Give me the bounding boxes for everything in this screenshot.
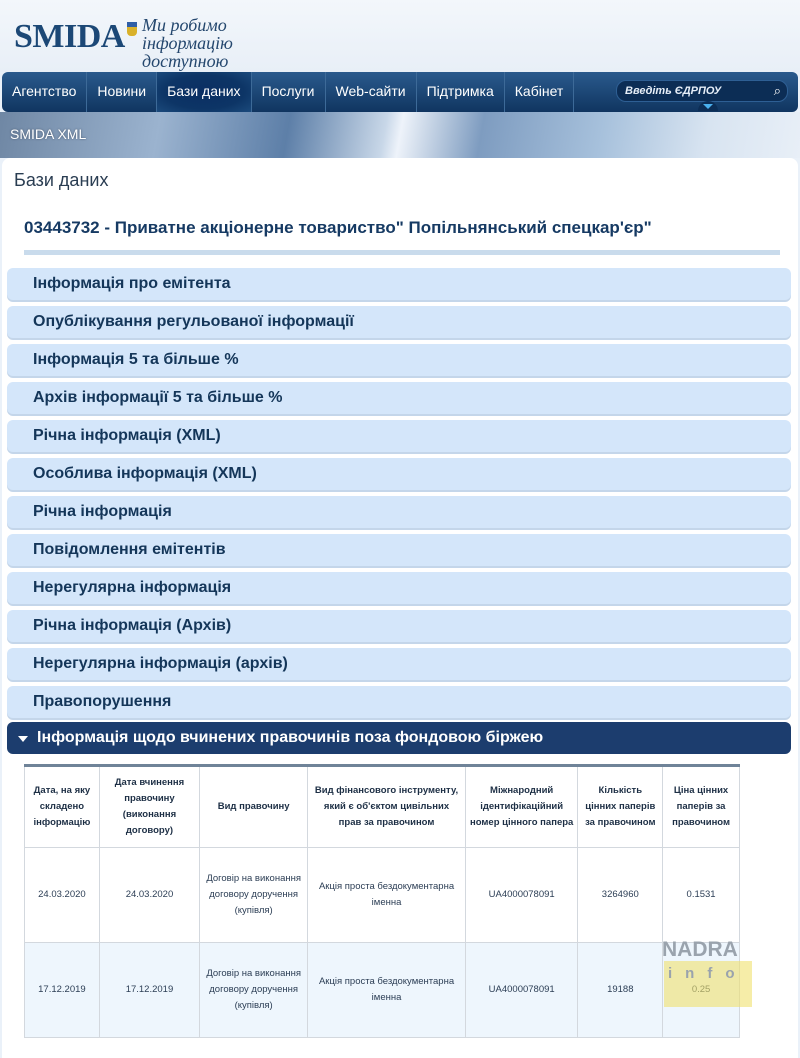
cell-deal-date: 17.12.2019 bbox=[99, 943, 199, 1038]
content-panel bbox=[2, 158, 798, 1058]
cell-price: 0.1531 bbox=[663, 848, 740, 943]
cell-report-date: 24.03.2020 bbox=[25, 848, 100, 943]
accordion-item-open[interactable] bbox=[7, 722, 791, 754]
search-input[interactable] bbox=[617, 82, 763, 100]
watermark-subtitle: info bbox=[668, 965, 748, 982]
edrpou-search bbox=[616, 80, 788, 102]
table-row bbox=[25, 848, 740, 943]
nav-agency[interactable]: Агентство bbox=[2, 72, 87, 112]
slogan-line: доступною bbox=[142, 51, 229, 71]
accordion-label: Річна інформація (XML) bbox=[33, 427, 221, 444]
banner-label[interactable]: SMIDA XML bbox=[10, 126, 87, 142]
column-header: Кількість цінних паперів за правочином bbox=[578, 766, 663, 848]
caret-down-icon bbox=[18, 736, 28, 742]
accordion-label: Особлива інформація (XML) bbox=[33, 465, 257, 482]
banner bbox=[0, 112, 800, 158]
slogan bbox=[142, 16, 233, 70]
accordion-label: Річна інформація (Архів) bbox=[33, 617, 232, 634]
transactions-table bbox=[24, 764, 740, 1038]
nav-support[interactable]: Підтримка bbox=[417, 72, 505, 112]
slogan-line: інформацію bbox=[142, 33, 233, 53]
accordion-item[interactable] bbox=[7, 268, 791, 300]
accordion-label: Річна інформація bbox=[33, 503, 172, 520]
accordion-item[interactable] bbox=[7, 648, 791, 680]
site-header bbox=[0, 0, 800, 72]
smida-logo[interactable] bbox=[14, 18, 137, 56]
accordion-item[interactable] bbox=[7, 572, 791, 604]
accordion-item[interactable] bbox=[7, 458, 791, 490]
cell-isin: UA4000078091 bbox=[465, 943, 578, 1038]
cell-quantity: 19188 bbox=[578, 943, 663, 1038]
nav-websites[interactable]: Web-сайти bbox=[326, 72, 417, 112]
search-icon[interactable]: ⌕ bbox=[773, 83, 781, 98]
cell-quantity: 3264960 bbox=[578, 848, 663, 943]
company-title: 03443732 - Приватне акціонерне товариство" Попільнянський спецкар'єр" bbox=[24, 218, 780, 255]
column-header: Вид правочину bbox=[200, 766, 308, 848]
cell-deal-date: 24.03.2020 bbox=[99, 848, 199, 943]
cell-instrument: Акція проста бездокументарна іменна bbox=[308, 943, 466, 1038]
accordion-label: Повідомлення емітентів bbox=[33, 541, 226, 558]
accordion-item[interactable] bbox=[7, 420, 791, 452]
column-header: Дата, на яку складено інформацію bbox=[25, 766, 100, 848]
column-header: Міжнародний ідентифікаційний номер цінного папера bbox=[465, 766, 578, 848]
accordion-item[interactable] bbox=[7, 344, 791, 376]
accordion-label: Архів інформації 5 та більше % bbox=[33, 389, 283, 406]
cell-deal-type: Договір на виконання договору доручення (купівля) bbox=[200, 848, 308, 943]
accordion-label: Інформація про емітента bbox=[33, 275, 231, 292]
nav-databases[interactable]: Бази даних bbox=[157, 72, 251, 112]
column-header: Дата вчинення правочину (виконання договору) bbox=[99, 766, 199, 848]
nav-cabinet[interactable]: Кабінет bbox=[505, 72, 575, 112]
accordion-label: Опублікування регульованої інформації bbox=[33, 313, 354, 330]
accordion-item[interactable] bbox=[7, 382, 791, 414]
trident-icon bbox=[127, 22, 137, 36]
nadra-watermark bbox=[662, 938, 752, 1008]
accordion-label: Нерегулярна інформація (архів) bbox=[33, 655, 288, 672]
accordion-item[interactable] bbox=[7, 686, 791, 718]
accordion-label: Інформація 5 та більше % bbox=[33, 351, 239, 368]
accordion-label: Правопорушення bbox=[33, 693, 172, 710]
cell-isin: UA4000078091 bbox=[465, 848, 578, 943]
accordion-item[interactable] bbox=[7, 610, 791, 642]
accordion-item[interactable] bbox=[7, 534, 791, 566]
column-header: Вид фінансового інструменту, який є об'єктом цивільних прав за правочином bbox=[308, 766, 466, 848]
cell-instrument: Акція проста бездокументарна іменна bbox=[308, 848, 466, 943]
table-header-row bbox=[25, 766, 740, 848]
nav-services[interactable]: Послуги bbox=[252, 72, 326, 112]
accordion-item[interactable] bbox=[7, 496, 791, 528]
section-title: Бази даних bbox=[14, 170, 109, 190]
cell-deal-type: Договір на виконання договору доручення (купівля) bbox=[200, 943, 308, 1038]
table-row bbox=[25, 943, 740, 1038]
accordion-label: Нерегулярна інформація bbox=[33, 579, 232, 596]
cell-report-date: 17.12.2019 bbox=[25, 943, 100, 1038]
accordion-item[interactable] bbox=[7, 306, 791, 338]
watermark-title: NADRA bbox=[662, 938, 738, 961]
main-nav bbox=[2, 72, 798, 112]
nav-news[interactable]: Новини bbox=[87, 72, 157, 112]
column-header: Ціна цінних паперів за правочином bbox=[663, 766, 740, 848]
accordion-label: Інформація щодо вчинених правочинів поза фондовою біржею bbox=[37, 729, 544, 746]
dropdown-toggle-icon[interactable] bbox=[698, 101, 718, 111]
slogan-line: Ми робимо bbox=[142, 15, 227, 35]
logo-text: SMIDA bbox=[14, 18, 125, 55]
